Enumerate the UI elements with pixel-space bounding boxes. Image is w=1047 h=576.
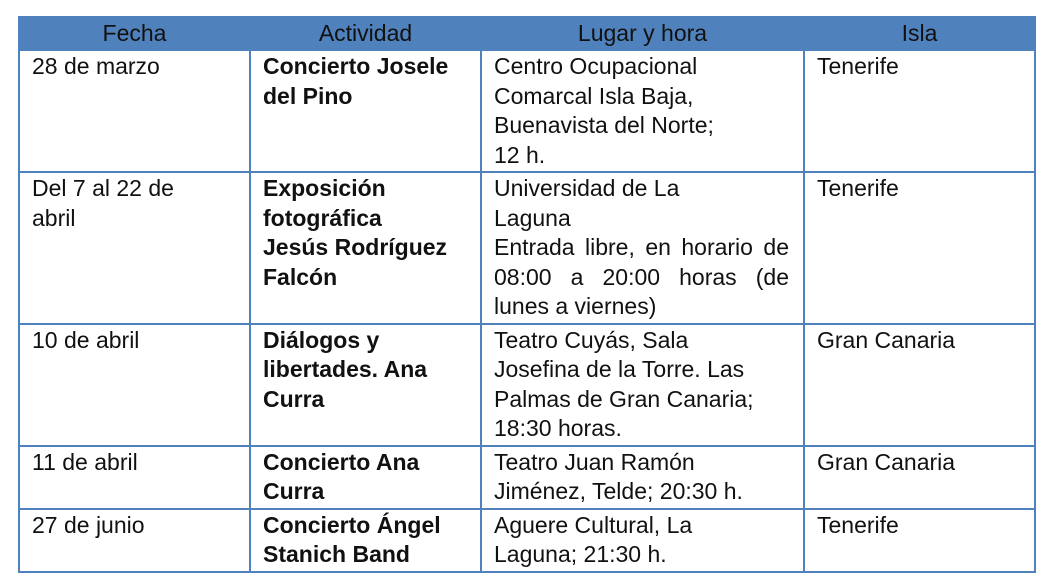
cell-isla: Tenerife	[804, 509, 1035, 572]
table-row	[19, 324, 1035, 446]
header-isla: Isla	[804, 17, 1035, 50]
header-actividad: Actividad	[250, 17, 481, 50]
cell-actividad: Concierto Josele del Pino	[250, 50, 481, 172]
cell-fecha: Del 7 al 22 de abril	[19, 172, 250, 324]
table-row	[19, 50, 1035, 172]
cell-fecha: 10 de abril	[19, 324, 250, 446]
header-row	[19, 17, 1035, 50]
cell-isla: Gran Canaria	[804, 446, 1035, 509]
cell-lugar-hora: Centro Ocupacional Comarcal Isla Baja, Buenavista del Norte; 12 h.	[481, 50, 804, 172]
cell-lugar-hora: Universidad de La Laguna Entrada libre, en horario de 08:00 a 20:00 horas (de lunes a viernes)	[481, 172, 804, 324]
cell-isla: Tenerife	[804, 50, 1035, 172]
cell-fecha: 11 de abril	[19, 446, 250, 509]
cell-lugar-hora: Aguere Cultural, La Laguna; 21:30 h.	[481, 509, 804, 572]
cell-lugar-hora: Teatro Cuyás, Sala Josefina de la Torre. Las Palmas de Gran Canaria; 18:30 horas.	[481, 324, 804, 446]
table-row	[19, 446, 1035, 509]
table-row	[19, 509, 1035, 572]
cell-fecha: 28 de marzo	[19, 50, 250, 172]
cell-fecha: 27 de junio	[19, 509, 250, 572]
cell-lugar-hora: Teatro Juan Ramón Jiménez, Telde; 20:30 h.	[481, 446, 804, 509]
header-fecha: Fecha	[19, 17, 250, 50]
cell-isla: Gran Canaria	[804, 324, 1035, 446]
table-header	[19, 17, 1035, 50]
table-row	[19, 172, 1035, 324]
events-table	[18, 16, 1036, 573]
cell-actividad: Diálogos y libertades. Ana Curra	[250, 324, 481, 446]
cell-actividad: Concierto Ángel Stanich Band	[250, 509, 481, 572]
header-lugar-hora: Lugar y hora	[481, 17, 804, 50]
cell-actividad: Exposición fotográfica Jesús Rodríguez Falcón	[250, 172, 481, 324]
cell-actividad: Concierto Ana Curra	[250, 446, 481, 509]
table-body	[19, 50, 1035, 572]
cell-isla: Tenerife	[804, 172, 1035, 324]
